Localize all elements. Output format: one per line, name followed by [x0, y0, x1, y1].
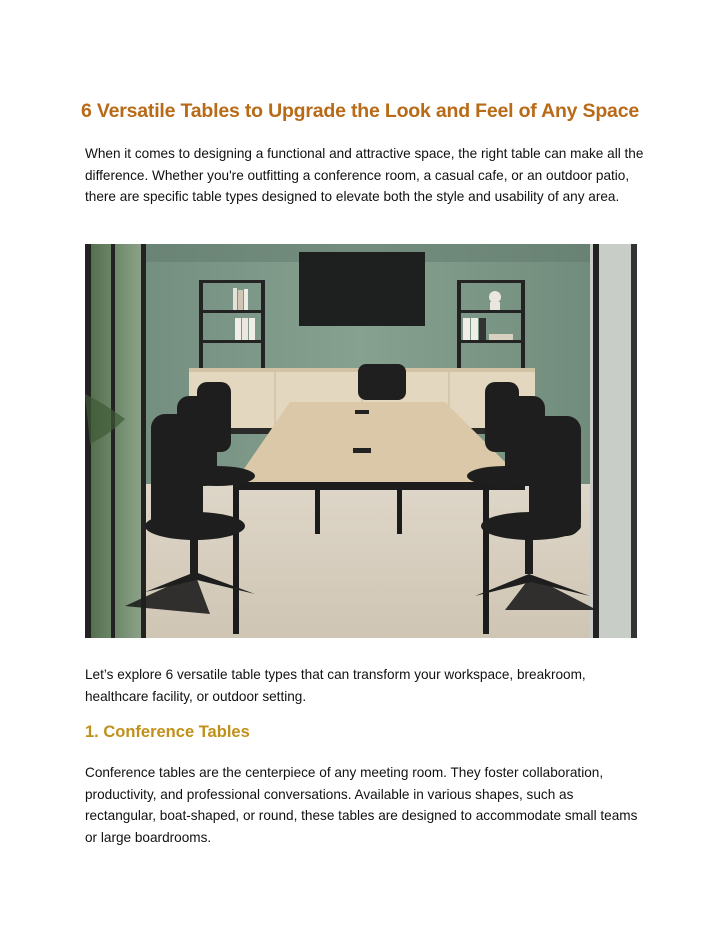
section-heading-conference-tables: 1. Conference Tables — [85, 723, 250, 741]
lead-in-paragraph: Let’s explore 6 versatile table types that can transform your workspace, breakroom, healthcare facility, or outdoor setting. — [85, 667, 586, 704]
conference-room-photo — [85, 244, 637, 638]
page-title: 6 Versatile Tables to Upgrade the Look and Feel of Any Space — [81, 100, 639, 122]
intro-paragraph: When it comes to designing a functional and attractive space, the right table can make all the difference. Whether you're outfitting a conference room, a casual cafe, or an outdoor patio, there are specific table types designed to elevate both the style and usability of any area. — [85, 146, 644, 205]
conference-tables-paragraph: Conference tables are the centerpiece of any meeting room. They foster collaboration, productivity, and professional conversations. Available in various shapes, such as rectangular, boat-shaped, or round, these tables are designed to accommodate small teams or large boardrooms. — [85, 765, 638, 846]
